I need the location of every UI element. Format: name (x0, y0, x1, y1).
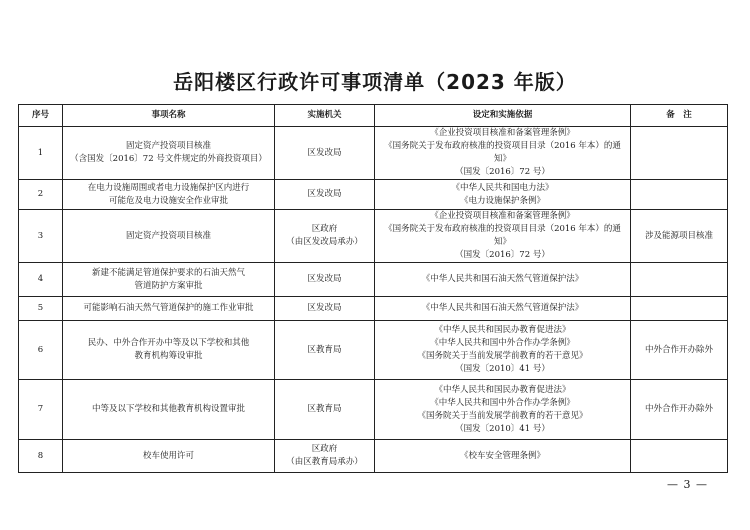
implementing-agency: 区发改局 (275, 263, 375, 297)
row-number: 1 (19, 127, 63, 180)
header-remark: 备 注 (631, 105, 728, 127)
table-row (19, 440, 728, 473)
item-name: 校车使用许可 (63, 440, 275, 473)
remark (631, 297, 728, 321)
item-name: 在电力设施周围或者电力设施保护区内进行 可能危及电力设施安全作业审批 (63, 180, 275, 210)
table-row (19, 127, 728, 180)
row-number: 5 (19, 297, 63, 321)
item-name: 可能影响石油天然气管道保护的施工作业审批 (63, 297, 275, 321)
row-number: 8 (19, 440, 63, 473)
header-no: 序号 (19, 105, 63, 127)
table-row (19, 297, 728, 321)
remark (631, 180, 728, 210)
page-number: — 3 — (667, 478, 708, 491)
implementing-agency: 区教育局 (275, 380, 375, 440)
remark (631, 127, 728, 180)
table-row (19, 380, 728, 440)
legal-basis: 《中华人民共和国电力法》 《电力设施保护条例》 (375, 180, 631, 210)
legal-basis: 《中华人民共和国民办教育促进法》 《中华人民共和国中外合作办学条例》 《国务院关于当前发展学前教育的若干意见》 （国发〔2010〕41 号） (375, 321, 631, 380)
remark (631, 263, 728, 297)
item-name: 民办、中外合作开办中等及以下学校和其他 教育机构筹设审批 (63, 321, 275, 380)
item-name: 新建不能满足管道保护要求的石油天然气 管道防护方案审批 (63, 263, 275, 297)
row-number: 3 (19, 210, 63, 263)
row-number: 7 (19, 380, 63, 440)
document-title: 岳阳楼区行政许可事项清单（2023 年版） (173, 70, 577, 94)
row-number: 4 (19, 263, 63, 297)
row-number: 6 (19, 321, 63, 380)
header-name: 事项名称 (63, 105, 275, 127)
header-agency: 实施机关 (275, 105, 375, 127)
table-row (19, 210, 728, 263)
implementing-agency: 区发改局 (275, 180, 375, 210)
permit-list-table (18, 104, 728, 473)
legal-basis: 《中华人民共和国石油天然气管道保护法》 (375, 297, 631, 321)
legal-basis: 《企业投资项目核准和备案管理条例》 《国务院关于发布政府核准的投资项目目录（2016 年本）的通知》 （国发〔2016〕72 号） (375, 210, 631, 263)
implementing-agency: 区政府 （由区教育局承办） (275, 440, 375, 473)
table-row (19, 180, 728, 210)
implementing-agency: 区教育局 (275, 321, 375, 380)
table-row (19, 321, 728, 380)
item-name: 固定资产投资项目核准 (63, 210, 275, 263)
implementing-agency: 区发改局 (275, 127, 375, 180)
legal-basis: 《中华人民共和国民办教育促进法》 《中华人民共和国中外合作办学条例》 《国务院关于当前发展学前教育的若干意见》 （国发〔2010〕41 号） (375, 380, 631, 440)
implementing-agency: 区政府 （由区发改局承办） (275, 210, 375, 263)
legal-basis: 《企业投资项目核准和备案管理条例》 《国务院关于发布政府核准的投资项目目录（2016 年本）的通知》 （国发〔2016〕72 号） (375, 127, 631, 180)
remark: 涉及能源项目核准 (631, 210, 728, 263)
table-row (19, 263, 728, 297)
implementing-agency: 区发改局 (275, 297, 375, 321)
header-basis: 设定和实施依据 (375, 105, 631, 127)
item-name: 中等及以下学校和其他教育机构设置审批 (63, 380, 275, 440)
item-name: 固定资产投资项目核准 （含国发〔2016〕72 号文件规定的外商投资项目） (63, 127, 275, 180)
legal-basis: 《中华人民共和国石油天然气管道保护法》 (375, 263, 631, 297)
remark: 中外合作开办除外 (631, 321, 728, 380)
remark: 中外合作开办除外 (631, 380, 728, 440)
legal-basis: 《校车安全管理条例》 (375, 440, 631, 473)
row-number: 2 (19, 180, 63, 210)
table-header-row (19, 105, 728, 127)
remark (631, 440, 728, 473)
